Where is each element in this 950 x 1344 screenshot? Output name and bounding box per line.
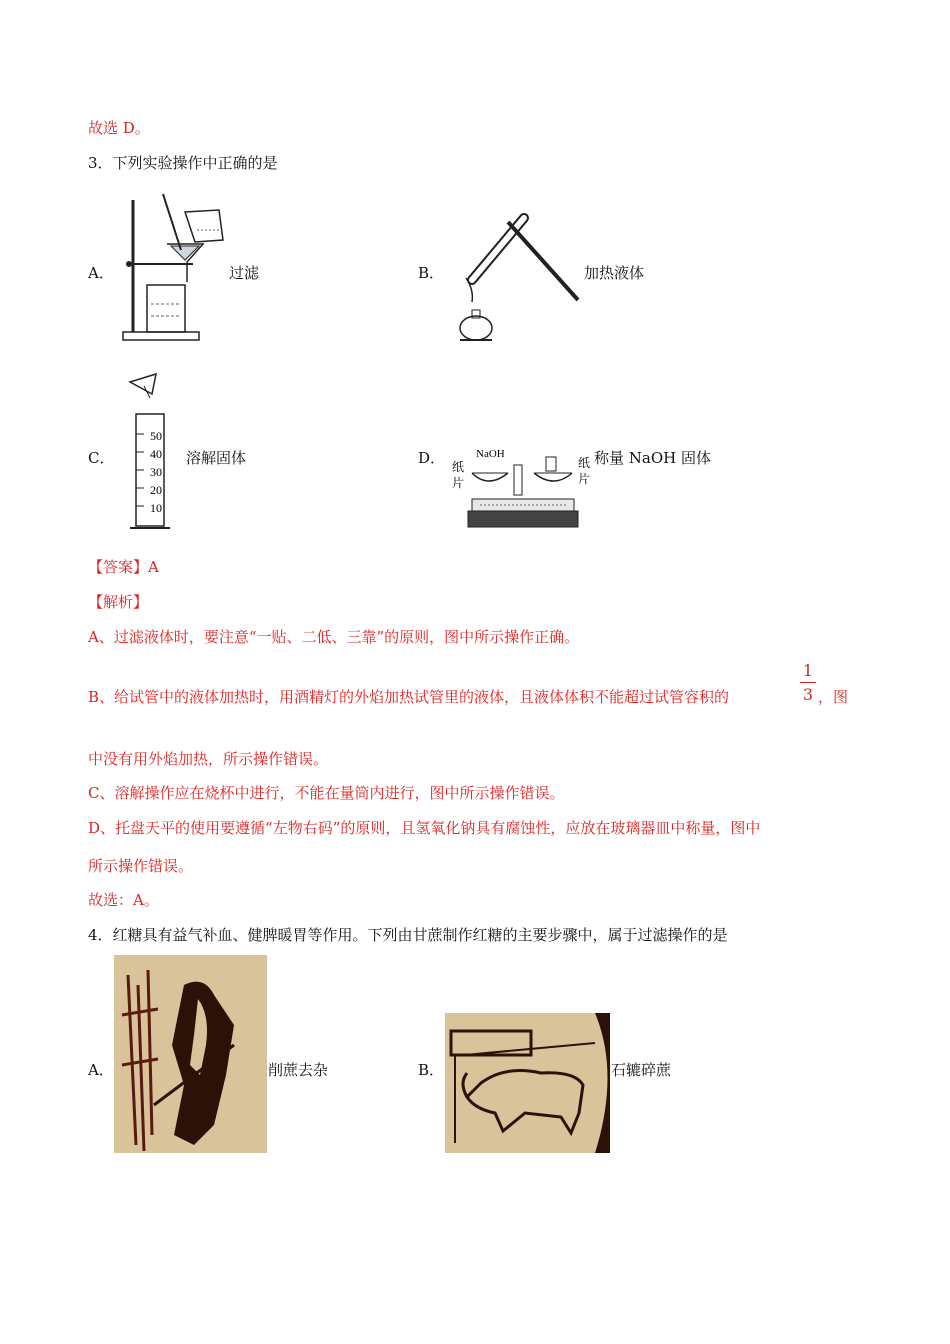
- paper-label-right-1: 纸: [578, 456, 591, 470]
- q3-option-d-caption: 称量 NaOH 固体: [594, 449, 711, 467]
- analysis-c: C、溶解操作应在烧杯中进行，不能在量筒内进行，图中所示操作错误。: [88, 784, 565, 802]
- q3-option-a-letter: A．: [88, 264, 114, 282]
- q4-option-b-letter: B．: [418, 1061, 445, 1079]
- paper-label-left-1: 纸: [452, 460, 465, 474]
- cylinder-tick-10: 10: [150, 501, 162, 515]
- q3-conclusion: 故选：A。: [88, 891, 159, 909]
- previous-conclusion: 故选 D。: [88, 119, 150, 137]
- analysis-d-line1: D、托盘天平的使用要遵循“左物右码”的原则，且氢氧化钠具有腐蚀性，应放在玻璃器皿中称量，图中: [88, 819, 761, 837]
- filtration-apparatus-figure: [115, 192, 230, 344]
- q4-option-a-caption: 削蔗去杂: [268, 1061, 329, 1079]
- balance-scale-figure: [450, 443, 595, 533]
- q3-option-a-caption: 过滤: [229, 264, 260, 282]
- q4-option-a-letter: A．: [88, 1061, 114, 1079]
- q3-option-c-letter: C．: [88, 449, 115, 467]
- sugarcane-peeling-illustration: [114, 955, 267, 1153]
- analysis-d-line2: 所示操作错误。: [88, 857, 194, 875]
- cylinder-tick-40: 40: [150, 447, 162, 461]
- answer-line: 【答案】A: [88, 558, 159, 576]
- heating-liquid-figure: [452, 210, 582, 345]
- naoh-label: NaOH: [476, 448, 505, 460]
- fraction-bar: [800, 682, 816, 683]
- question-4-stem: 4．红糖具有益气补血、健脾暖胃等作用。下列由甘蔗制作红糖的主要步骤中，属于过滤操作的是: [88, 926, 728, 944]
- q4-option-b-caption: 石辘碎蔗: [611, 1061, 672, 1079]
- cylinder-tick-50: 50: [150, 429, 162, 443]
- paper-label-right-2: 片: [578, 472, 591, 486]
- q3-option-b-caption: 加热液体: [584, 264, 645, 282]
- question-3-stem: 3．下列实验操作中正确的是: [88, 154, 278, 172]
- q3-option-b-letter: B．: [418, 264, 445, 282]
- q3-option-c-caption: 溶解固体: [186, 449, 247, 467]
- q3-option-d-letter: D．: [418, 449, 446, 467]
- ox-stone-roller-illustration: [445, 1013, 610, 1153]
- fraction-numerator: 1: [802, 661, 814, 680]
- fraction-denominator: 3: [802, 685, 814, 704]
- cylinder-tick-30: 30: [150, 465, 162, 479]
- paper-label-left-2: 片: [452, 476, 465, 490]
- analysis-b-line2: 中没有用外焰加热，所示操作错误。: [88, 750, 329, 768]
- fraction-one-third: [800, 661, 816, 704]
- analysis-a: A、过滤液体时，要注意“一贴、二低、三靠”的原则，图中所示操作正确。: [88, 628, 580, 646]
- cylinder-tick-20: 20: [150, 483, 162, 497]
- analysis-b-line1: B、给试管中的液体加热时，用酒精灯的外焰加热试管里的液体，且液体体积不能超过试管容积的: [88, 688, 730, 706]
- analysis-b-line1-tail: ，图: [818, 688, 849, 706]
- analysis-title: 【解析】: [88, 593, 149, 611]
- graduated-cylinder-figure: [122, 372, 182, 534]
